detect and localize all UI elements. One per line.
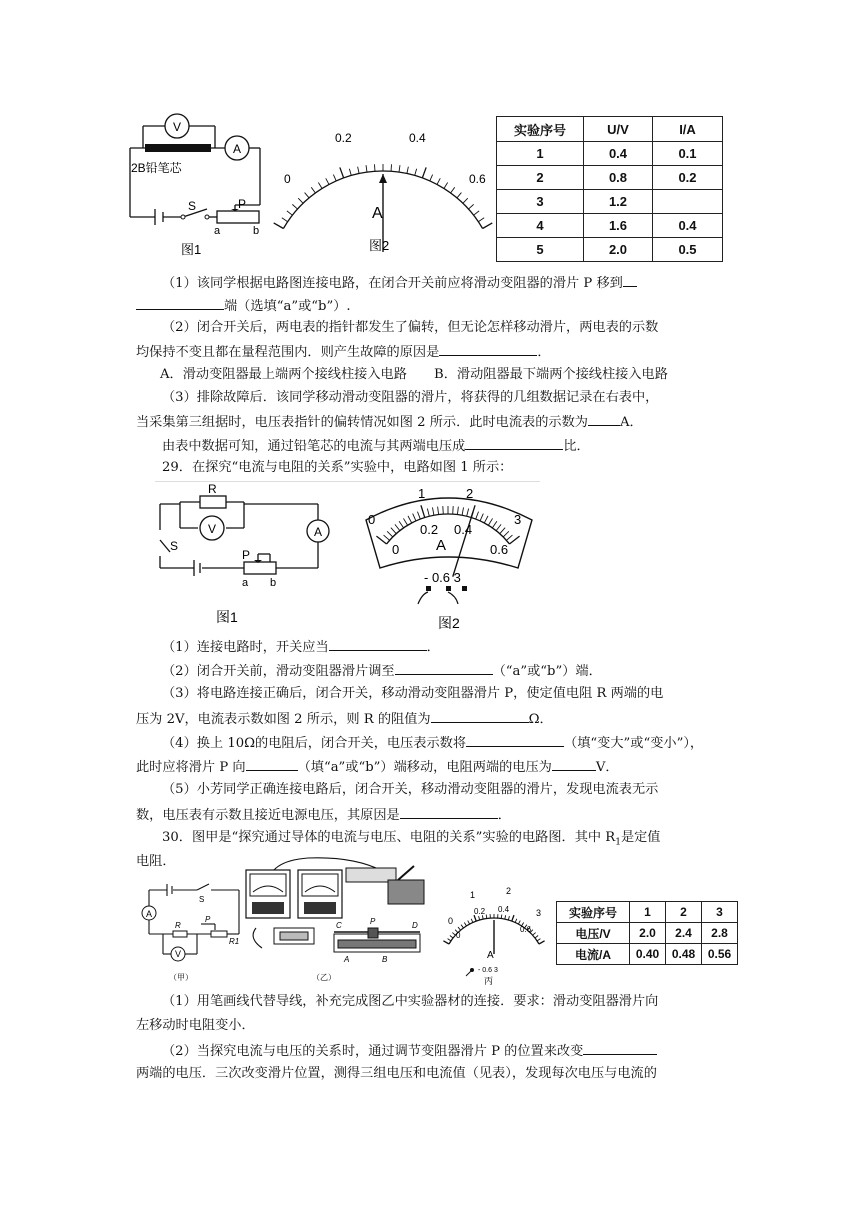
dial-tick [437, 178, 440, 184]
q29-fig2-top-0: 0 [368, 512, 376, 527]
dial-tick [464, 923, 466, 926]
q28-option-b: B．滑动阻器最下端两个接线柱接入电路 [434, 367, 668, 382]
dial-tick [318, 183, 322, 189]
dial-tick [539, 941, 545, 944]
dial-tick [515, 919, 517, 923]
q29-fig2-terminals: - 0.6 3 [424, 570, 461, 585]
dial-tick [478, 218, 484, 222]
table-cell: 0.8 [584, 166, 653, 190]
q30-part1-line1: （1）用笔画线代替导线，补充完成图乙中实验器材的连接．要求：滑动变阻器滑片向 [162, 994, 659, 1009]
table-row [497, 214, 723, 238]
q28-fig1-pencil-label: 2B铅笔芯 [131, 161, 182, 175]
dial-tick [501, 915, 502, 919]
q28-part2-blank[interactable] [439, 342, 537, 356]
q28-part3-text-end: A． [619, 415, 643, 430]
dial-tick [287, 211, 293, 215]
q30-bing-caption: 丙 [484, 976, 494, 986]
dial-tick [298, 198, 303, 203]
dial-tick [535, 936, 538, 938]
q28-part1-line2 [136, 296, 351, 316]
dial-tick [533, 933, 536, 936]
q30-yi-c-label: C [336, 921, 342, 930]
q28-part3-blank[interactable] [588, 412, 620, 426]
q29-part5-text-end: ． [497, 808, 511, 823]
q30-data-table [556, 901, 738, 965]
dial-tick [349, 169, 351, 176]
q29-part4-text: （4）换上 10Ω的电阻后，闭合开关，电压表示数将 [162, 736, 467, 751]
q29-fig2-bot-1: 0.2 [420, 522, 439, 537]
q28-fig2-tick-0: 0 [284, 172, 291, 186]
table-cell: 1.6 [584, 214, 653, 238]
q30-part1-line2: 左移动时电阻变小． [136, 1018, 255, 1033]
table-header-voltage: U/V [584, 117, 653, 142]
q30-bing-top-3: 3 [536, 908, 542, 918]
dial-tick [292, 204, 297, 209]
q30-jia-ammeter-label: A [145, 909, 153, 919]
q30-bing-bot-3: 0.6 [520, 925, 532, 934]
q28-part2-line2 [136, 342, 551, 362]
q30-yi-d-label: D [412, 921, 418, 930]
q30-bing-top-2: 2 [506, 886, 512, 896]
table-cell: 0.2 [653, 166, 723, 190]
q29-part1-text-end: ． [426, 640, 440, 655]
dial-tick [518, 921, 520, 925]
q30-jia-slider-label: P [205, 915, 211, 924]
q28-part2-text-end: ． [537, 345, 551, 360]
q30-title-text: 30．图甲是“探究通过导体的电流与电压、电阻的关系”实验的电路图．其中 R [162, 830, 616, 845]
dial-tick [448, 939, 451, 941]
q28-part3-line1: （3）排除故障后．该同学移动滑动变阻器的滑片，将获得的几组数据记录在右表中， [162, 390, 659, 405]
table-cell: 2.0 [630, 923, 666, 944]
q30-figure-jia-circuit [135, 876, 247, 986]
q30-yi-b-label: B [382, 955, 388, 964]
q29-part2 [162, 661, 602, 681]
q30-part2-line1 [162, 1041, 657, 1061]
q29-part3-blank[interactable] [431, 709, 529, 723]
q28-fig1-end-b: b [253, 225, 260, 237]
q29-fig2-top-3: 3 [514, 512, 522, 527]
q30-bing-unit: A [487, 950, 494, 961]
q29-part1-text: （1）连接电路时，开关应当 [162, 640, 329, 655]
table-cell: 1.2 [584, 190, 653, 214]
dial-tick [415, 169, 417, 176]
q30-part2-blank[interactable] [583, 1041, 657, 1055]
table-cell: 2 [666, 902, 702, 923]
table-cell [653, 190, 723, 214]
table-cell: 实验序号 [557, 902, 630, 923]
q30-title-line1 [162, 829, 661, 852]
dial-tick [461, 925, 463, 928]
table-cell: 0.4 [584, 142, 653, 166]
q29-part5-line1: （5）小芳同学正确连接电路后，闭合开关，移动滑动变阻器的滑片，发现电流表无示 [162, 782, 659, 797]
dial-tick [333, 175, 336, 181]
q29-part4-line1 [162, 733, 703, 753]
dial-tick [471, 919, 473, 923]
q29-fig2-unit: A [436, 537, 447, 554]
q29-part3-line1: （3）将电路连接正确后，闭合开关，移动滑动变阻器滑片 P，使定值电阻 R 两端的电 [162, 686, 664, 701]
q28-fig1-end-a: a [214, 225, 221, 237]
q29-part4-text-mid: （填“变大”或“变小”）， [564, 736, 704, 751]
q28-part4-line [162, 436, 590, 456]
table-cell: 1 [497, 142, 584, 166]
table-cell: 0.56 [702, 944, 738, 965]
q28-data-table [496, 116, 723, 262]
q29-fig1-caption: 图1 [216, 609, 238, 625]
dial-tick [326, 178, 329, 184]
q30-jia-resistor-label: R [175, 921, 181, 930]
q29-figure2-ammeter [358, 482, 548, 632]
dial-tick [468, 204, 473, 209]
q28-fig1-slider-label: P [238, 197, 247, 211]
table-cell: 0.4 [653, 214, 723, 238]
q30-bing-bot-2: 0.4 [498, 905, 510, 914]
q29-fig1-ammeter-label: A [313, 525, 323, 539]
dial-tick [366, 165, 367, 172]
dial-tick [512, 915, 514, 921]
table-cell: 2 [497, 166, 584, 190]
dial-tick [458, 927, 461, 930]
q30-title-text-end: 是定值 [620, 830, 661, 845]
table-cell: 2.0 [584, 238, 653, 262]
q29-part4-line2 [136, 757, 619, 777]
q28-part1-text: （1）该同学根据电路图连接电路，在闭合开关前应将滑动变阻器的滑片 P 移到 [162, 276, 623, 291]
q28-part1-blank[interactable] [623, 273, 637, 287]
table-row [557, 923, 738, 944]
dial-tick [443, 941, 449, 944]
table-row [497, 190, 723, 214]
q28-part3-text: 当采集第三组据时，电压表指针的偏转情况如图 2 所示．此时电流表的示数为 [136, 415, 588, 430]
q30-bing-top-1: 1 [470, 890, 476, 900]
q28-part3-line2 [136, 412, 643, 432]
table-cell: 1 [630, 902, 666, 923]
table-cell: 电压/V [557, 923, 630, 944]
q30-title-subscript: 1 [615, 837, 621, 848]
dial-tick [358, 167, 359, 174]
dial-tick [483, 223, 493, 229]
q30-bing-bot-0: 0 [456, 931, 461, 940]
q28-fig2-tick-3: 0.6 [469, 172, 486, 186]
q30-bing-bot-1: 0.2 [474, 907, 486, 916]
q29-part5-line2 [136, 805, 511, 825]
table-row [557, 944, 738, 965]
q28-part4-blank[interactable] [465, 436, 563, 450]
dial-tick [422, 167, 426, 178]
q30-yi-caption: （乙） [312, 973, 336, 982]
q28-part2-text: 均保持不变且都在量程范围内．则产生故障的原因是 [136, 345, 440, 360]
q28-fig2-caption: 图2 [369, 238, 390, 253]
q28-fig1-voltmeter-label: V [172, 120, 182, 134]
table-row [497, 117, 723, 142]
q29-part3-text: 压为 2V，电流表示数如图 2 所示，则 R 的阻值为 [136, 712, 431, 727]
table-row [497, 166, 723, 190]
q28-part2-line1: （2）闭合开关后，两电表的指针都发生了偏转，但无论怎样移动滑片，两电表的示数 [162, 320, 659, 335]
table-cell: 电流/A [557, 944, 630, 965]
q28-fig2-tick-2: 0.4 [409, 131, 426, 145]
dial-tick [452, 933, 455, 936]
dial-tick [463, 198, 468, 203]
q28-figure2-meter [272, 118, 497, 258]
dial-tick [399, 165, 400, 172]
q28-part1-blank-cont[interactable] [136, 296, 224, 310]
q29-part5-blank[interactable] [400, 805, 498, 819]
table-cell: 0.48 [666, 944, 702, 965]
q29-fig1-end-a: a [242, 577, 249, 589]
table-cell: 3 [702, 902, 738, 923]
table-cell: 0.1 [653, 142, 723, 166]
q29-part1 [162, 637, 440, 657]
q28-part4-text-end: 比． [563, 439, 590, 454]
q29-fig1-end-b: b [270, 577, 277, 589]
dial-tick [407, 167, 408, 174]
q29-title: 29．在探究“电流与电阻的关系”实验中，电路如图 1 所示： [162, 460, 513, 475]
table-header-current: I/A [653, 117, 723, 142]
q29-part4-blank2[interactable] [246, 757, 298, 771]
dial-tick [451, 187, 455, 193]
dial-tick [444, 183, 448, 189]
dial-tick [340, 167, 344, 178]
q29-part3-line2 [136, 709, 553, 729]
dial-tick [305, 193, 309, 198]
dial-tick [311, 187, 315, 193]
dial-tick [486, 915, 487, 919]
q30-part2-text: （2）当探究电流与电压的关系时，通过调节变阻器滑片 P 的位置来改变 [162, 1044, 584, 1059]
q30-figure-yi-apparatus [238, 856, 438, 986]
table-cell: 2.4 [666, 923, 702, 944]
q30-part2-line2: 两端的电压．三次改变滑片位置，测得三组电压和电流值（见表），发现每次电压与电流的 [136, 1066, 657, 1081]
dial-tick [274, 223, 284, 229]
dial-tick [508, 916, 509, 920]
q28-fig2-unit: A [372, 205, 383, 222]
dial-tick [282, 218, 288, 222]
dial-tick [537, 939, 540, 941]
q28-option-a: A．滑动变阻器最上端两个接线柱接入电路 [160, 367, 407, 382]
dial-tick [450, 936, 453, 938]
q29-fig2-bot-3: 0.6 [490, 542, 509, 557]
q30-jia-switch-label: S [199, 895, 205, 904]
q29-part2-text-end: （“a”或“b”）端． [492, 664, 602, 679]
q28-part4-text: 由表中数据可知，通过铅笔芯的电流与其两端电压成 [162, 439, 466, 454]
table-row [557, 902, 738, 923]
dial-tick [505, 915, 506, 919]
dial-tick [457, 193, 461, 198]
q29-fig1-switch-label: S [170, 539, 179, 553]
q30-jia-r1-label: R1 [229, 937, 240, 946]
table-cell: 4 [497, 214, 584, 238]
dial-pointer-arrowhead [379, 174, 387, 183]
table-cell: 3 [497, 190, 584, 214]
q28-part1-line1 [162, 273, 637, 293]
q30-figure-bing-ammeter [440, 880, 550, 988]
q30-jia-voltmeter-label: V [174, 949, 182, 959]
q29-part2-blank[interactable] [395, 661, 493, 675]
dial-tick [479, 916, 480, 920]
q30-title-line2: 电阻． [136, 854, 176, 869]
q30-bing-top-0: 0 [448, 916, 454, 926]
table-cell: 5 [497, 238, 584, 262]
table-row [497, 142, 723, 166]
table-cell: 2.8 [702, 923, 738, 944]
q29-fig2-top-2: 2 [466, 486, 474, 501]
q29-part4-text-2: 此时应将滑片 P 向 [136, 760, 246, 775]
q29-figure1-circuit [150, 482, 340, 632]
dial-tick [474, 211, 480, 215]
q29-part3-text-end: Ω． [528, 712, 553, 727]
q29-fig2-bot-2: 0.4 [454, 522, 473, 537]
q29-part4-text-3: （填“a”或“b”）端移动，电阻两端的电压为 [297, 760, 552, 775]
q29-part4-blank1[interactable] [466, 733, 564, 747]
q28-fig2-tick-1: 0.2 [335, 131, 352, 145]
q30-bing-terminals: - 0.6 3 [478, 967, 498, 974]
q29-part5-text: 数，电压表有示数且接近电源电压，其原因是 [136, 808, 400, 823]
q29-fig1-resistor-label: R [208, 482, 217, 496]
q29-fig2-top-1: 1 [418, 486, 426, 501]
table-row [497, 238, 723, 262]
q29-part4-blank3[interactable] [552, 757, 596, 771]
q30-jia-caption: （甲） [169, 973, 193, 982]
table-cell: 0.40 [630, 944, 666, 965]
q29-part1-blank[interactable] [329, 637, 427, 651]
q28-part1-text-end: 端（选填“a”或“b”）. [224, 299, 351, 314]
dial-tick [468, 921, 470, 925]
table-cell: 0.5 [653, 238, 723, 262]
q30-yi-p-label: P [370, 917, 376, 926]
q29-fig1-voltmeter-label: V [207, 522, 217, 536]
q29-part4-text-end: V． [595, 760, 619, 775]
table-header-index: 实验序号 [497, 117, 584, 142]
q28-fig1-caption: 图1 [181, 242, 202, 257]
q28-figure1-circuit [125, 112, 270, 262]
dial-tick [430, 175, 433, 181]
q29-fig2-bot-0: 0 [392, 542, 400, 557]
q29-fig1-slider-label: P [242, 548, 251, 562]
q30-yi-a-label: A [344, 955, 350, 964]
q28-fig1-ammeter-label: A [232, 142, 242, 156]
q28-fig1-switch-label: S [188, 199, 197, 213]
q29-fig2-caption: 图2 [438, 615, 460, 631]
dial-tick [474, 915, 476, 921]
q29-part2-text: （2）闭合开关前，滑动变阻器滑片调至 [162, 664, 395, 679]
